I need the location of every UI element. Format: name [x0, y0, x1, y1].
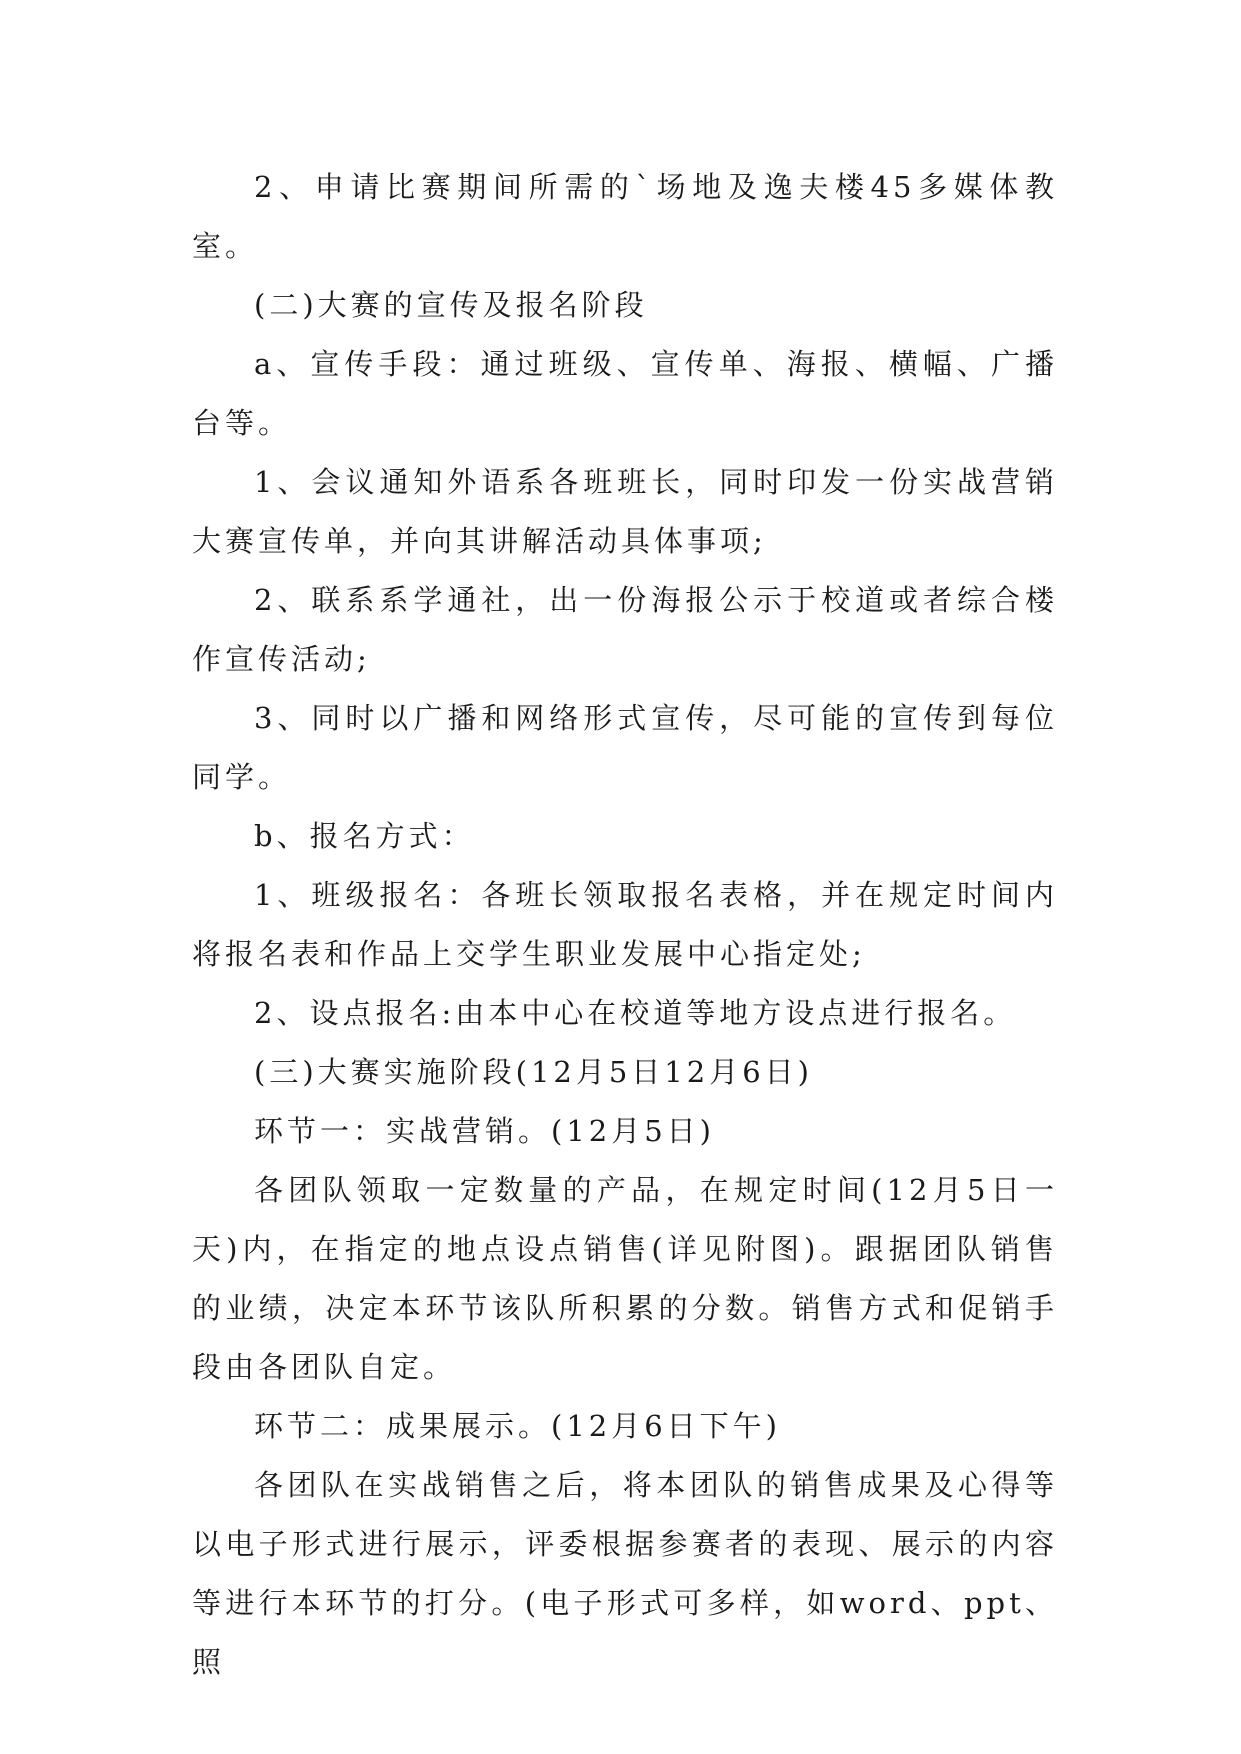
- section-heading-publicity-registration: (二)大赛的宣传及报名阶段: [254, 288, 648, 322]
- section-heading-implementation: (三)大赛实施阶段(12月5日12月6日): [254, 1055, 813, 1089]
- paragraph-publicity-means: a、宣传手段：通过班级、宣传单、海报、横幅、广播台等。: [192, 347, 1058, 440]
- paragraph-registration-method: b、报名方式：: [254, 819, 475, 853]
- paragraph-meeting-notice: 1、会议通知外语系各班班长，同时印发一份实战营销大赛宣传单，并向其讲解活动具体事项;: [192, 465, 1058, 558]
- paragraph-stage-two-details: 各团队在实战销售之后，将本团队的销售成果及心得等以电子形式进行展示，评委根据参赛者的表现、展示的内容等进行本环节的打分。(电子形式可多样，如word、ppt、照: [192, 1468, 1058, 1679]
- paragraph-stage-one-details: 各团队领取一定数量的产品，在规定时间(12月5日一天)内，在指定的地点设点销售(详见附图)。跟据团队销售的业绩，决定本环节该队所积累的分数。销售方式和促销手段由各团队自定。: [192, 1173, 1058, 1384]
- paragraph-poster: 2、联系系学通社，出一份海报公示于校道或者综合楼作宣传活动;: [192, 583, 1058, 676]
- paragraph-class-registration: 1、班级报名：各班长领取报名表格，并在规定时间内将报名表和作品上交学生职业发展中心指定处;: [192, 878, 1058, 971]
- paragraph-stage-two: 环节二：成果展示。(12月6日下午): [254, 1409, 781, 1443]
- document-body: [192, 158, 1058, 1692]
- paragraph-stage-one: 环节一：实战营销。(12月5日): [254, 1114, 715, 1148]
- paragraph-booth-registration: 2、设点报名:由本中心在校道等地方设点进行报名。: [254, 996, 1017, 1030]
- paragraph-venue-application: 2、申请比赛期间所需的`场地及逸夫楼45多媒体教室。: [192, 170, 1058, 263]
- paragraph-broadcast: 3、同时以广播和网络形式宣传，尽可能的宣传到每位同学。: [192, 701, 1058, 794]
